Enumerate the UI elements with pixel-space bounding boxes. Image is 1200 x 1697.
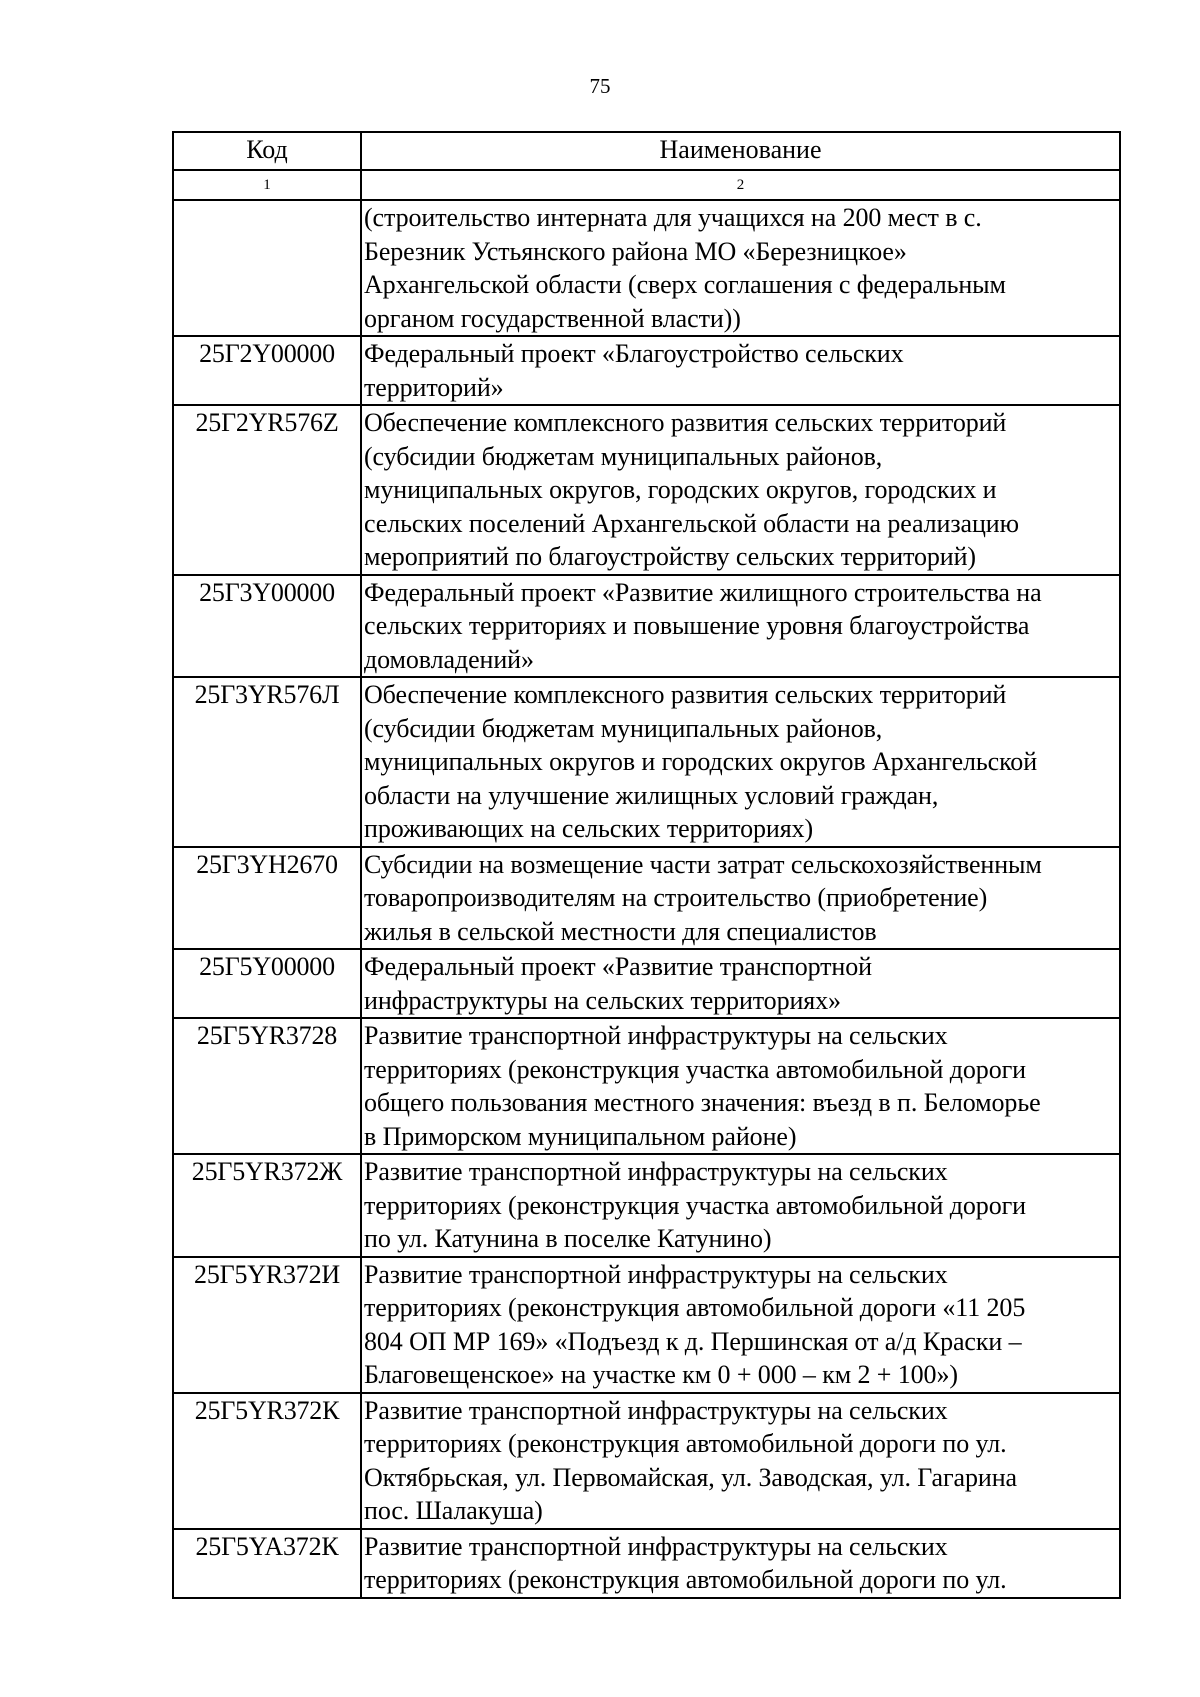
column-header-name: Наименование [361,132,1120,170]
table-row [173,200,1120,336]
table-row [173,847,1120,950]
row-name-lines [364,848,1117,949]
table-row [173,336,1120,405]
row-name-lines [364,576,1117,677]
row-name-lines [364,1155,1117,1256]
row-name [361,1257,1120,1393]
row-name-line: проживающих на сельских территориях) [364,814,814,843]
table-row [173,1393,1120,1529]
row-code: 25Г2Y00000 [173,336,361,405]
row-name-line: Развитие транспортной инфраструктуры на сельских [364,1531,948,1561]
row-name [361,405,1120,575]
table-row [173,1154,1120,1257]
row-name [361,575,1120,678]
row-code: 25Г2YR576Z [173,405,361,575]
row-name-line: Федеральный проект «Развитие транспортной [364,952,872,981]
column-number-1: 1 [173,170,361,200]
row-name-line: муниципальных округов, городских округов, городских и [364,475,997,504]
row-name-line: мероприятий по благоустройству сельских территорий) [364,542,976,571]
row-code: 25Г3YR576Л [173,677,361,847]
row-name [361,1154,1120,1257]
row-name-line: (строительство интерната для учащихся на 200 мест в с. [364,203,982,232]
table-row [173,405,1120,575]
row-code: 25Г5YR372И [173,1257,361,1393]
row-name-line: жилья в сельской местности для специалистов [364,916,877,946]
row-name-lines [364,1258,1117,1392]
row-code: 25Г5YA372К [173,1529,361,1598]
row-name-line: Развитие транспортной инфраструктуры на сельских [364,1157,948,1186]
row-name-line: по ул. Катунина в поселке Катунино) [364,1224,772,1253]
row-name [361,677,1120,847]
table-body [173,200,1120,1598]
row-name-line: Обеспечение комплексного развития сельских территорий [364,680,1007,709]
row-name-line: Федеральный проект «Благоустройство сельских [364,339,904,368]
row-name-line: территориях (реконструкция автомобильной дороги по ул. [364,1429,1007,1458]
row-name-lines [364,1019,1117,1153]
row-name-line: пос. Шалакуша) [364,1496,543,1525]
row-name-lines [364,678,1117,846]
row-name-lines [364,1394,1117,1528]
row-name-line: Обеспечение комплексного развития сельских территорий [364,408,1007,437]
row-code: 25Г5Y00000 [173,949,361,1018]
row-name-line: Октябрьская, ул. Первомайская, ул. Заводская, ул. Гагарина [364,1462,1017,1492]
row-name-line: территориях (реконструкция автомобильной дороги «11 205 [364,1293,1026,1322]
table-row [173,677,1120,847]
row-name-lines [364,201,1117,335]
table-row [173,575,1120,678]
row-name-line: Субсидии на возмещение части затрат сельскохозяйственным [364,849,1042,879]
row-name-line: домовладений» [364,644,534,674]
row-name-lines [364,1530,1117,1597]
row-name-line: Федеральный проект «Развитие жилищного строительства на [364,577,1042,607]
row-name-line: Развитие транспортной инфраструктуры на сельских [364,1259,948,1289]
row-name-line: Архангельской области (сверх соглашения с федеральным [364,270,1006,299]
row-name [361,200,1120,336]
row-name-lines [364,337,1117,404]
column-header-code: Код [173,132,361,170]
row-name-line: Развитие транспортной инфраструктуры на сельских [364,1021,948,1050]
row-name [361,1018,1120,1154]
row-name [361,1393,1120,1529]
row-code: 25Г3Y00000 [173,575,361,678]
row-name-line: муниципальных округов и городских округов Архангельской [364,747,1038,776]
row-name [361,847,1120,950]
row-name-line: Березник Устьянского района МО «Березницкое» [364,236,907,266]
row-name-line: области на улучшение жилищных условий граждан, [364,780,939,810]
row-code [173,200,361,336]
row-name [361,949,1120,1018]
row-name-line: общего пользования местного значения: въезд в п. Беломорье [364,1088,1041,1117]
row-name-line: территориях (реконструкция участка автомобильной дороги [364,1054,1026,1084]
row-name-line: Благовещенское» на участке км 0 + 000 – км 2 + 100») [364,1360,958,1389]
row-name-line: инфраструктуры на сельских территориях» [364,985,841,1015]
row-name-line: сельских поселений Архангельской области на реализацию [364,508,1019,538]
row-name-line: (субсидии бюджетам муниципальных районов, [364,441,883,471]
row-name-line: территориях (реконструкция автомобильной дороги по ул. [364,1565,1007,1594]
row-name-line: товаропроизводителям на строительство (приобретение) [364,883,988,912]
row-name [361,1529,1120,1598]
budget-code-table [172,131,1121,1599]
table-row [173,949,1120,1018]
column-number-2: 2 [361,170,1120,200]
row-name-lines [364,406,1117,574]
row-name-line: территорий» [364,372,504,402]
page-number: 75 [589,74,611,98]
row-name-line: территориях (реконструкция участка автомобильной дороги [364,1190,1026,1220]
column-number-row [173,170,1120,200]
table-header-row [173,132,1120,170]
row-name-line: 804 ОП МР 169» «Подъезд к д. Першинская от а/д Краски – [364,1326,1022,1356]
row-name-line: органом государственной власти)) [364,303,741,333]
row-code: 25Г5YR372К [173,1393,361,1529]
table-row [173,1018,1120,1154]
table-row [173,1257,1120,1393]
table-row [173,1529,1120,1598]
row-code: 25Г3YH2670 [173,847,361,950]
row-name-line: (субсидии бюджетам муниципальных районов, [364,713,883,743]
row-code: 25Г5YR3728 [173,1018,361,1154]
row-code: 25Г5YR372Ж [173,1154,361,1257]
row-name-line: в Приморском муниципальном районе) [364,1121,797,1151]
row-name [361,336,1120,405]
row-name-line: сельских территориях и повышение уровня благоустройства [364,611,1030,640]
row-name-line: Развитие транспортной инфраструктуры на сельских [364,1395,948,1425]
row-name-lines [364,950,1117,1017]
